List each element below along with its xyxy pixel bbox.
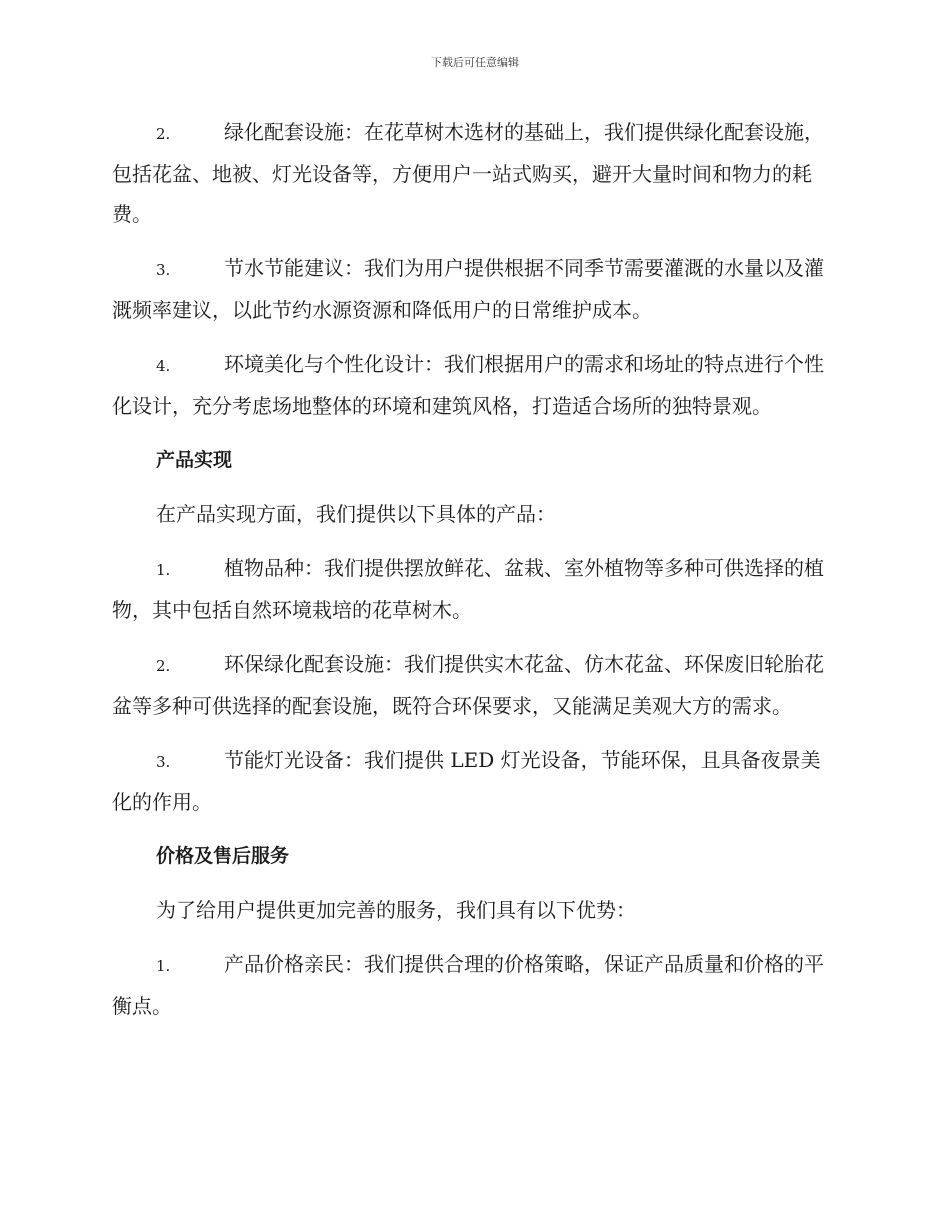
list-text: 绿化配套设施：在花草树木选材的基础上，我们提供绿化配套设施，包括花盆、地被、灯光设备等，方便用户一站式购买，避开大量时间和物力的耗费。 [112,120,824,226]
list-text: 环保绿化配套设施：我们提供实木花盆、仿木花盆、环保废旧轮胎花盆等多种可供选择的配套设施，既符合环保要求，又能满足美观大方的需求。 [112,652,824,718]
list-number: 1. [156,561,171,579]
list-text: 节水节能建议：我们为用户提供根据不同季节需要灌溉的水量以及灌溉频率建议，以此节约水源资源和降低用户的日常维护成本。 [112,256,824,322]
list-text: 植物品种：我们提供摆放鲜花、盆栽、室外植物等多种可供选择的植物，其中包括自然环境栽培的花草树木。 [112,556,824,622]
section-heading: 价格及售后服务 [156,845,290,867]
list-number: 2. [156,657,171,675]
list-item [112,112,832,234]
list-number: 1. [156,957,171,975]
list-item [112,644,832,726]
section-intro: 为了给用户提供更加完善的服务，我们具有以下优势： [156,898,636,922]
list-number: 2. [156,125,171,143]
document-body [112,112,832,1040]
list-item [112,248,832,330]
list-text: 环境美化与个性化设计：我们根据用户的需求和场址的特点进行个性化设计，充分考虑场地整体的环境和建筑风格，打造适合场所的独特景观。 [112,352,824,418]
list-text: 产品价格亲民：我们提供合理的价格策略，保证产品质量和价格的平衡点。 [112,952,824,1018]
list-item [112,548,832,630]
list-number: 3. [156,753,171,771]
list-text: 节能灯光设备：我们提供 LED 灯光设备，节能环保，且具备夜景美化的作用。 [112,748,821,814]
page-header: 下载后可任意编辑 [431,56,519,69]
list-item [112,740,832,822]
list-item [112,944,832,1026]
section-heading: 产品实现 [156,449,233,471]
list-item [112,344,832,426]
list-number: 3. [156,261,171,279]
list-number: 4. [156,357,171,375]
section-intro: 在产品实现方面，我们提供以下具体的产品： [156,502,556,526]
